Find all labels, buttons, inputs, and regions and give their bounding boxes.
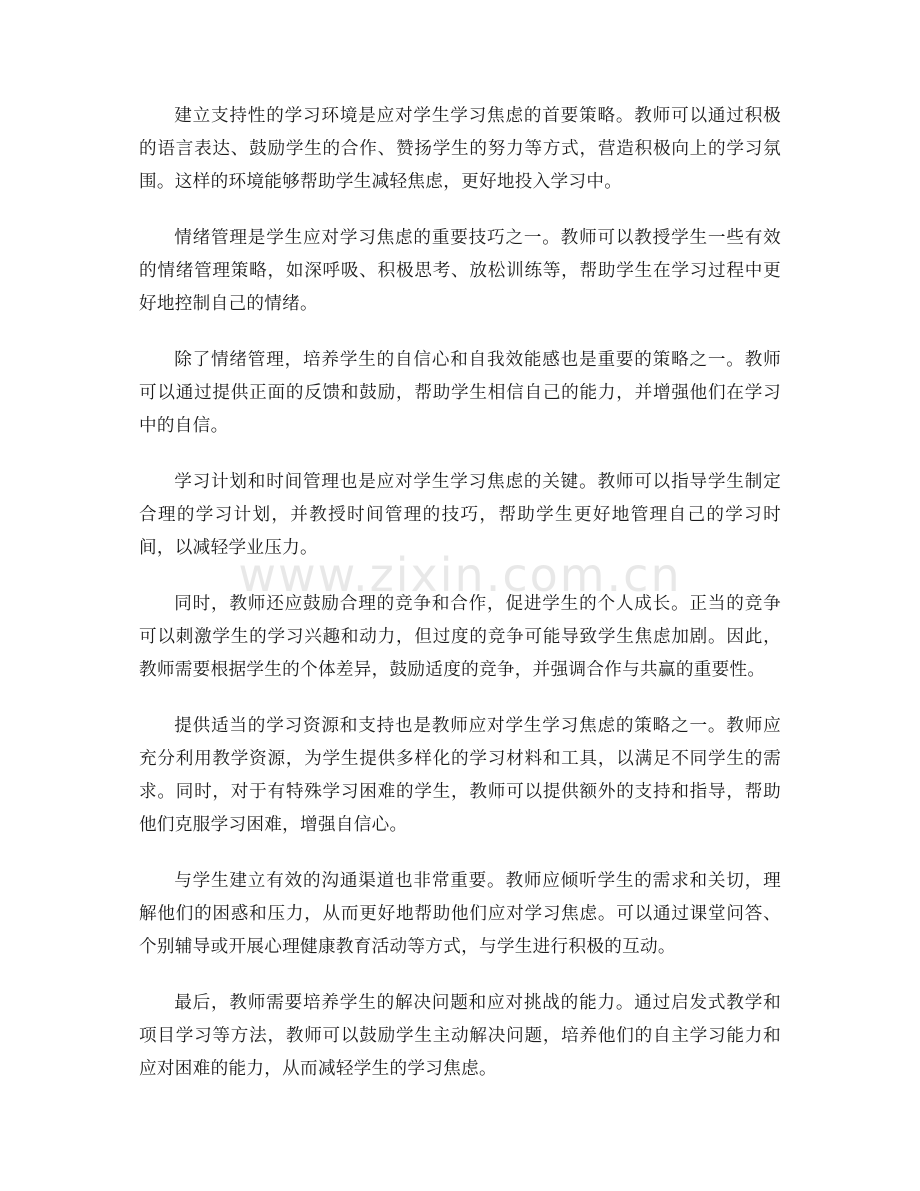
paragraph: 与学生建立有效的沟通渠道也非常重要。教师应倾听学生的需求和关切，理解他们的困惑和压力，从而更好地帮助他们应对学习焦虑。可以通过课堂问答、个别辅导或开展心理健康教育活动等方式，与学生进行积极的互动。: [139, 871, 781, 957]
paragraph: 除了情绪管理，培养学生的自信心和自我效能感也是重要的策略之一。教师可以通过提供正面的反馈和鼓励，帮助学生相信自己的能力，并增强他们在学习中的自信。: [139, 350, 781, 436]
paragraph: 最后，教师需要培养学生的解决问题和应对挑战的能力。通过启发式教学和项目学习等方法，教师可以鼓励学生主动解决问题，培养他们的自主学习能力和应对困难的能力，从而减轻学生的学习焦虑。: [139, 993, 781, 1079]
paragraph: 提供适当的学习资源和支持也是教师应对学生学习焦虑的策略之一。教师应充分利用教学资源，为学生提供多样化的学习材料和工具，以满足不同学生的需求。同时，对于有特殊学习困难的学生，教师可以提供额外的支持和指导，帮助他们克服学习困难，增强自信心。: [139, 716, 781, 835]
watermark: www.zixin.com.cn: [238, 548, 682, 602]
paragraph: 学习计划和时间管理也是应对学生学习焦虑的关键。教师可以指导学生制定合理的学习计划，并教授时间管理的技巧，帮助学生更好地管理自己的学习时间，以减轻学业压力。: [139, 472, 781, 558]
paragraph: 情绪管理是学生应对学习焦虑的重要技巧之一。教师可以教授学生一些有效的情绪管理策略，如深呼吸、积极思考、放松训练等，帮助学生在学习过程中更好地控制自己的情绪。: [139, 228, 781, 314]
paragraph: 建立支持性的学习环境是应对学生学习焦虑的首要策略。教师可以通过积极的语言表达、鼓励学生的合作、赞扬学生的努力等方式，营造积极向上的学习氛围。这样的环境能够帮助学生减轻焦虑，更好地投入学习中。: [139, 106, 781, 192]
paragraph: 同时，教师还应鼓励合理的竞争和合作，促进学生的个人成长。正当的竞争可以刺激学生的学习兴趣和动力，但过度的竞争可能导致学生焦虑加剧。因此，教师需要根据学生的个体差异，鼓励适度的竞争，并强调合作与共赢的重要性。: [139, 594, 781, 680]
document-body: [139, 100, 781, 1109]
